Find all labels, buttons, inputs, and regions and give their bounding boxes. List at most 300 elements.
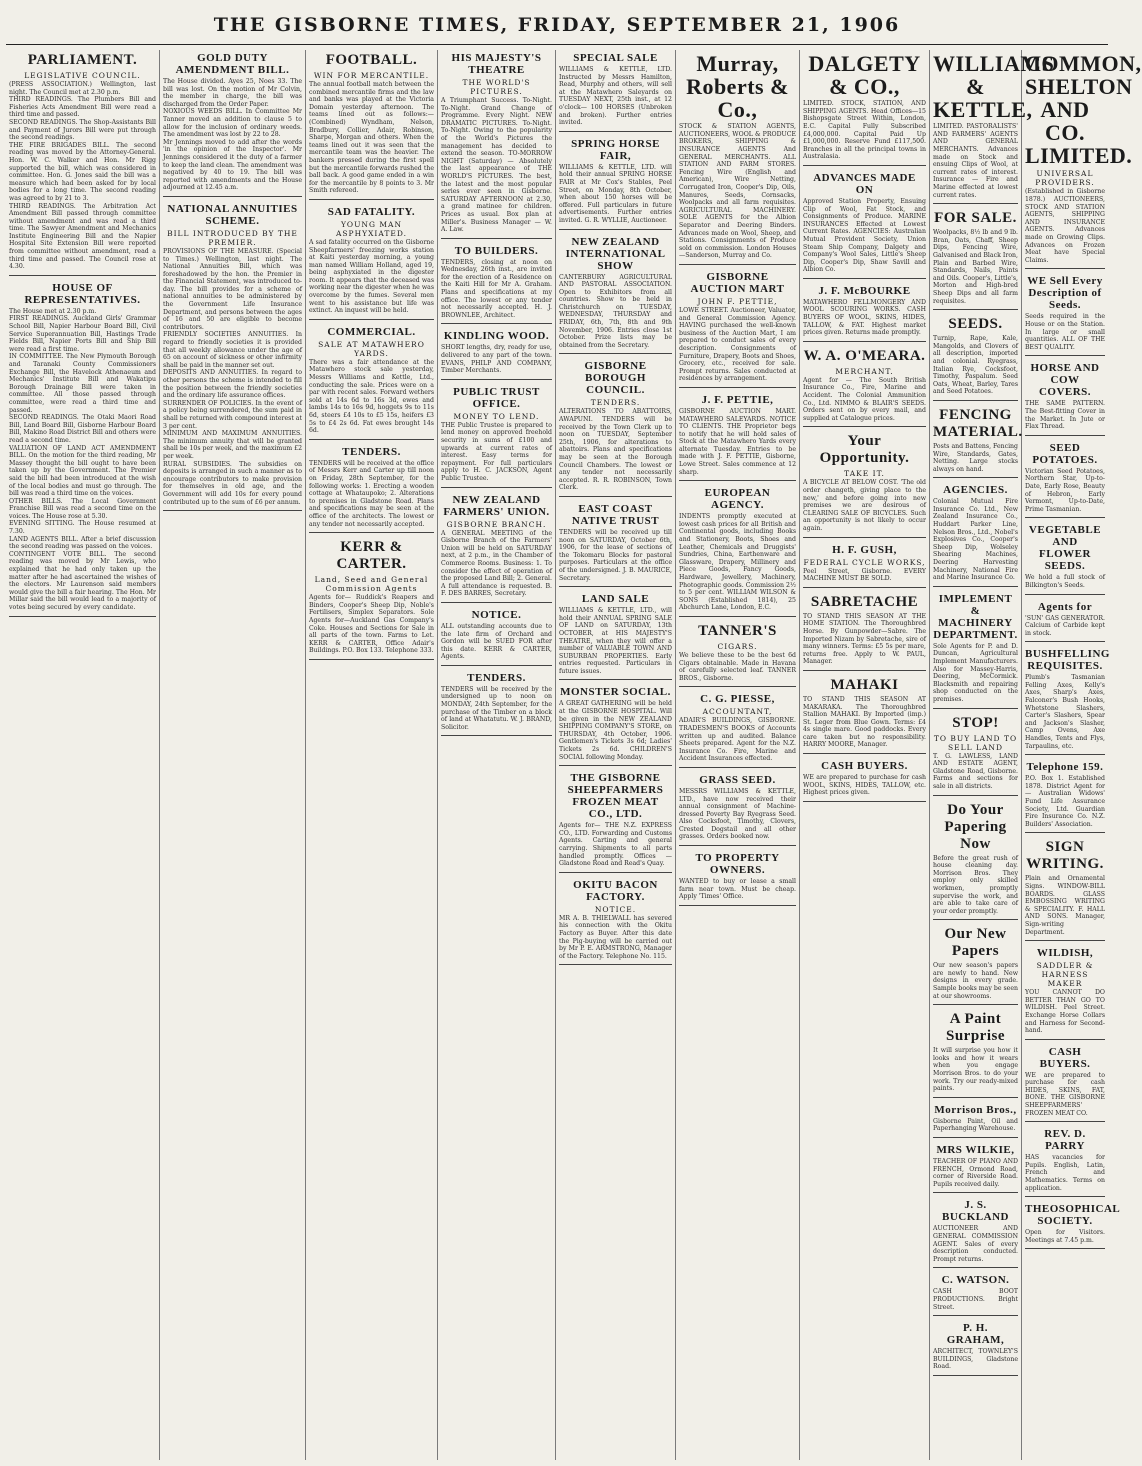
- article-heading: NEW ZEALAND FARMERS' UNION.: [443, 493, 550, 518]
- article: [803, 433, 926, 537]
- article-heading: BUSHFELLING REQUISITES.: [1025, 648, 1110, 673]
- article-heading: FENCING MATERIAL.: [933, 406, 1023, 440]
- article: [933, 316, 1018, 401]
- article-divider: [309, 439, 434, 440]
- column-1: [6, 50, 160, 1460]
- article-divider: [933, 477, 1018, 478]
- article: [9, 52, 156, 276]
- article-divider: [803, 801, 926, 802]
- article-body: PROVISIONS OF THE MEASURE. (Special to Times.) Wellington, last night. The National Annuities Bill, which was foreshadowed by the hon. the Premier in the Financial Statement, was introduced to-day. The bill provides for a scheme of national annuities to be administered by the Government Life Insurance Department, and persons between the ages of 16 and 50 are eligible to become contributors. FRIENDLY SOCIETIES ANNUITIES. In regard to friendly societies it is provided that all weekly allowance under the age of 65 on account of sickness or other infirmity shall be paid in the manner set out. DEPOSITS AND ANNUITIES. In regard to other persons the scheme is intended to fill the position between the friendly societies and the ordinary life assurance offices. SURRENDER OF POLICIES. In the event of a policy being surrendered, the sum paid in shall be returned with compound interest at 3 per cent. MINIMUM AND MAXIMUM ANNUITIES. The minimum annuity that will be granted shall be 10s per week, and the maximum £2 per week. RURAL SUBSIDIES. The subsidies on deposits is arranged in such a manner as to encourage contributors to make provision for themselves in old age, and the Government will add 10s for every pound contributed up to the sum of £6 per annum.: [163, 247, 302, 506]
- article-heading: EAST COAST NATIVE TRUST: [571, 502, 660, 527]
- article: [933, 484, 1018, 587]
- article-subheading: SADDLER & HARNESS MAKER: [1036, 961, 1094, 989]
- column-4: [438, 50, 556, 1460]
- article-body: A Triumphant Success. To-Night. To-Night. Grand Change of Programme. Every Night. NEW DRAMATIC PICTURES. To-Night. To-Night. Owing to the popularity of the World's Pictures the management has decided to extend the season. TO-MORROW NIGHT (Saturday) — Absolutely the last appearance of THE WORLD'S PICTURES. The best, the latest and the most popular series ever seen in Gisborne. SATURDAY AFTERNOON at 2.30, a grand matinee for children. Prices as usual. Box plan at Miller's. Business Manager — W. A. Law.: [441, 97, 554, 234]
- article: [441, 330, 552, 379]
- article-heading: SPRING HORSE FAIR,: [571, 137, 660, 162]
- article-subheading: TAKE IT.: [844, 469, 885, 479]
- article-heading: NEW ZEALAND INTERNATIONAL SHOW: [565, 235, 666, 272]
- article-subheading: TO BUY LAND TO SELL LAND: [933, 733, 1018, 752]
- article-divider: [803, 587, 926, 588]
- article-heading: GOLD DUTY AMENDMENT BILL.: [175, 52, 290, 76]
- article-heading: J. S. BUCKLAND: [942, 1199, 1009, 1224]
- masthead-rule: [6, 44, 1108, 45]
- article: [441, 52, 552, 239]
- article-divider: [559, 679, 672, 680]
- article-subheading: LEGISLATIVE COUNCIL.: [24, 71, 141, 80]
- article-divider: [933, 795, 1018, 796]
- article-body: It will surprise you how it looks and how it wears when you engage Morrison Bros. to do your work. Try our ready-mixed paints.: [933, 1047, 1020, 1093]
- article-heading: SEED POTATOES.: [1032, 441, 1098, 466]
- article-divider: [679, 767, 796, 768]
- article-divider: [933, 400, 1018, 401]
- article: [679, 852, 796, 906]
- article-body: Gisborne Paint, Oil and Paperhanging Warehouse.: [933, 1117, 1020, 1133]
- article-body: TENDERS will be received at the office of Messrs Kerr and Carter up till noon on Friday, 28th September, for the following works: 1. Erecting a wooden cottage at Whataupoko; 2. Alterations to premises in Gladstone Road. Plans and specifications may be seen at the office of the architects. The lowest or any tender not necessarily accepted.: [309, 459, 436, 528]
- article-divider: [933, 1004, 1018, 1005]
- article-heading: STOP!: [952, 714, 999, 731]
- article-heading: HIS MAJESTY'S THEATRE: [451, 52, 542, 76]
- article-divider: [933, 1315, 1018, 1316]
- article-subheading: SALE AT MATAWHERO YARDS.: [318, 339, 425, 358]
- article-heading: W. A. O'MEARA.: [803, 347, 926, 364]
- article: [803, 594, 926, 671]
- article-body: HAS vacancies for Pupils. English, Latin, French and Mathematics. Terms on application.: [1025, 1154, 1107, 1192]
- article-body: A sad fatality occurred on the Gisborne Sheepfarmers' freezing works station at Kaiti yesterday morning, a young man named William Holland, aged 19, being asphyxiated in the digester room. It appears that the deceased was working near the digester when he was overcome by the fumes. Several men went to his assistance but life was extinct. An inquest will be held.: [309, 238, 436, 315]
- column-5: [556, 50, 676, 1460]
- article-divider: [559, 496, 672, 497]
- article-divider: [1025, 1121, 1105, 1122]
- article-body: ARCHITECT, TOWNLEY'S BUILDINGS, Gladstone Road.: [933, 1348, 1020, 1371]
- article-heading: J. F. PETTIE,: [701, 393, 774, 406]
- column-3: [306, 50, 438, 1460]
- article-divider: [559, 964, 672, 965]
- article: [1025, 442, 1105, 519]
- article: [1025, 761, 1105, 833]
- article: [1025, 1046, 1105, 1123]
- article-body: The House met at 2.30 p.m. FIRST READINGS. Auckland Girls' Grammar School Bill, Napier Harbour Board Bill, Civil Service Superannuation Bill, Hastings Trade Fields Bill, Napier Ports Bill and Ship Bill were read a first time. IN COMMITTEE. The New Plymouth Borough and Taranaki County Commissioners Exchange Bill, the Havelock Athenaeum and Mechanics' Institute Bill and Wakatipu Borough Drainage Bill were taken in committee. All those passed through committee, were read a third time and passed. SECOND READINGS. The Otaki Maori Road Bill, Land Board Bill, Gisborne Harbour Board Bill, Makino Road District Bill and others were read a second time. VALUATION OF LAND ACT AMENDMENT BILL. On the motion for the third reading, Mr Massey thought the bill ought to have been taken up by the Government. The Premier said the bill had been introduced at the wish of the local bodies and must go through. The bill was read a third time on the voices. OTHER BILLS. The Local Government Franchise Bill was read a second time on the voices. The House rose at 5.30. EVENING SITTING. The House resumed at 7.30. LAND AGENTS BILL. After a brief discussion the second reading was passed on the voices. CONTINGENT VOTE BILL. The second reading was moved by Mr Lewis, who explained that he had only taken up the matter after he had ascertained the wishes of the electors. Mr Laurenson said members would give the bill a fair hearing. The Hon. Mr Millar said the bill would lead to a majority of votes being secured by every candidate.: [9, 307, 156, 611]
- article-body: LOWE STREET. Auctioneer, Valuator, and General Commission Agency. HAVING purchased the well-known business of the Auction Mart, I am prepared to conduct sales of every description. Consignments of Furniture, Drapery, Boots and Shoes, Grocery, etc., received for sale. Prompt returns. Sales conducted at residences by arrangement.: [679, 306, 798, 383]
- article-heading: SPECIAL SALE: [573, 52, 658, 64]
- article-divider: [441, 323, 552, 324]
- column-9: [1022, 50, 1142, 1460]
- article: [441, 386, 552, 488]
- article-divider: [309, 532, 434, 533]
- column-2: [160, 50, 306, 1460]
- article: [933, 802, 1018, 921]
- article-heading: THEOSOPHICAL SOCIETY.: [1025, 1203, 1121, 1228]
- article-heading: SEEDS.: [948, 316, 1003, 333]
- article-heading: PARLIAMENT.: [27, 52, 138, 68]
- article-divider: [803, 426, 926, 427]
- article-body: INDENTS promptly executed at lowest cash prices for all British and Continental goods, including Books and Stationery, Boots, Shoes and Leather, Chemicals and Druggists' Sundries, China, Earthenware and Glassware, Drapery, Millinery and Piece Goods, Fancy Goods, Hardware, Jewellery, Machinery, Photographic goods. Commission 2½ to 5 per cent. WILLIAM WILSON & SONS (Established 1814), 25 Abchurch Lane, London, E.C.: [679, 513, 798, 612]
- article-divider: [933, 919, 1018, 920]
- article-body: WILLIAMS & KETTLE, LTD. will hold their annual SPRING HORSE FAIR at Mr Cox's Stables, Peel Street, on Monday, 8th October, when about 150 horses will be offered. Full particulars in future advertisements. Further entries invited. G. R. WYLLIE, Auctioneer.: [559, 163, 674, 224]
- article-heading: SABRETACHE: [810, 593, 919, 610]
- article-divider: [933, 708, 1018, 709]
- article-subheading: MONEY TO LEND.: [453, 411, 540, 421]
- article: [559, 503, 672, 587]
- article-body: CANTERBURY AGRICULTURAL AND PASTORAL ASSOCIATION. Open to Exhibitors from all countries. Show to be held in Christchurch on TUESDAY, WEDNESDAY, THURSDAY and FRIDAY, 6th, 7th, 8th and 9th November, 1906. Entries close 1st October. Prize lists may be obtained from the Secretary.: [559, 273, 674, 349]
- article-heading: DALGETY & CO.,: [808, 51, 921, 100]
- article-heading: C. G. PIESSE,: [700, 693, 775, 706]
- article-body: Before the great rush of house cleaning day. Morrison Bros. They employ only skilled workmen, promptly supervise the work, and are able to take care of your order promptly.: [933, 854, 1020, 915]
- article: [309, 52, 434, 200]
- article-divider: [309, 319, 434, 320]
- article: [933, 926, 1018, 1005]
- article: [559, 879, 672, 966]
- article-divider: [933, 1375, 1018, 1376]
- article-divider: [559, 131, 672, 132]
- article: [933, 593, 1018, 709]
- article-heading: WE Sell Every Description of Seeds.: [1027, 275, 1103, 312]
- article-subheading: THE WORLD'S PICTURES.: [462, 78, 531, 96]
- article-heading: VEGETABLE AND FLOWER SEEDS.: [1028, 524, 1102, 573]
- article-body: A BICYCLE AT BELOW COST. 'The old order changeth, giving place to the new,' and before going into new premises we are desirous of CLEARING SALE OF BICYCLES. Such an opportunity is not likely to occur again.: [803, 479, 928, 532]
- article: [559, 52, 672, 132]
- article-subheading: JOHN F. PETTIE,: [697, 296, 778, 306]
- article-heading: MONSTER SOCIAL.: [560, 686, 671, 699]
- article-heading: COMMERCIAL.: [327, 325, 416, 338]
- article-divider: [559, 229, 672, 230]
- article: [679, 271, 796, 388]
- article-body: Sole Agents for P. and D. Duncan, Agricultural Implement Manufacturers. Also for Massey-Harris, Deering, McCormick. Blacksmith and repairing shop conducted on the premises.: [933, 642, 1020, 703]
- article-heading: AGENCIES.: [943, 484, 1008, 497]
- article-heading: TO BUILDERS.: [454, 244, 539, 257]
- article-body: Agents for— Ruddick's Reapers and Binders, Cooper's Sheep Dip, Noble's Fertilisers, Simplex Separators. Sole Agents for—Auckland Gas Company's Coke. Houses and Sections for Sale in all parts of the town. Farms to Let. KERR & CARTER, Office Adair's Buildings. P.O. Box 133. Telephone 333.: [309, 594, 436, 655]
- article-heading: CASH BUYERS.: [1039, 1045, 1091, 1070]
- article-body: Agent for — The South British Insurance Co., Fire, Marine and Accident. The Colonial Ammunition Co., Ltd. NIMMO & BLAIR'S SEEDS. Orders sent on by every mail, and supplied at Catalogue prices.: [803, 376, 928, 422]
- article-heading: FOR SALE.: [934, 210, 1017, 227]
- article-heading: OKITU BACON FACTORY.: [573, 878, 658, 903]
- article-heading: TENDERS.: [342, 445, 401, 458]
- article: [1025, 362, 1105, 435]
- article-divider: [933, 1192, 1018, 1193]
- article: [1025, 1203, 1121, 1249]
- article-divider: [163, 196, 302, 197]
- article-divider: [933, 1137, 1018, 1138]
- article-body: GISBORNE AUCTION MART. MATAWHERO SALEYARDS. NOTICE TO CLIENTS. THE Proprietor begs to notify that he will hold sales of Stock at the Matawhero Yards every alternate Tuesday. Entries to be made with J. F. PETTIE, Gisborne, Lowe Street. Sales commence at 12 sharp.: [679, 407, 798, 476]
- article-heading: REV. D. PARRY: [1044, 1128, 1086, 1153]
- article-divider: [559, 872, 672, 873]
- article-divider: [1025, 594, 1105, 595]
- article-divider: [1025, 754, 1105, 755]
- article-divider: [803, 341, 926, 342]
- article-subheading: BILL INTRODUCED BY THE PREMIER.: [167, 228, 298, 247]
- article-divider: [9, 275, 156, 276]
- article: [803, 172, 926, 279]
- article: [309, 326, 434, 440]
- article-body: TO STAND THIS SEASON AT THE HOME STATION. The Thoroughbred Horse. By Gunpowder—Sabre. The Imported Nizam by Sabretache, sire of many winners. Terms: £5 5s per mare, returns free. Apply to W. PAUL, Manager.: [803, 612, 928, 666]
- article: [933, 1011, 1018, 1098]
- article-subheading: FEDERAL CYCLE WORKS,: [803, 557, 926, 567]
- article-divider: [1025, 1196, 1105, 1197]
- article-body: Plain and Ornamental Signs. WINDOW-BILL BOARDS. GLASS EMBOSSING WRITING & SPECIALITY. F. HALL AND SONS. Manager, Sign-writing Department.: [1025, 875, 1107, 936]
- article-heading: WILLIAMS & KETTLE,: [933, 51, 1055, 123]
- article-body: WE are prepared to purchase for cash HIDES, SKINS, FAT, BONE. THE GISBORNE SHEEPFARMERS' FROZEN MEAT CO.: [1025, 1071, 1107, 1117]
- article-body: Plumb's Tasmanian Felling Axes, Kelly's Axes, Sharp's Axes, Falconer's Bush Hooks, Whetstone Slashers, Carter's Slashers, Spear and Jackson's Slasher, Camp Ovens, Axe Handles, Tents and Flys, Tarpaulins, etc.: [1025, 674, 1107, 750]
- article: [933, 210, 1018, 310]
- article-divider: [559, 353, 672, 354]
- article-heading: GISBORNE BOROUGH COUNCIL.: [584, 360, 647, 397]
- article-body: Our new season's papers are newly to hand. New designs in every grade. Sample books may be seen at our showrooms.: [933, 962, 1020, 1000]
- article-body: (Established in Gisborne 1878.) AUCTIONEERS, STOCK AND STATION AGENTS, SHIPPING AND INSURANCE AGENTS. Advances made on Growing Clips. Advances on Frozen Meat have Special Claims.: [1025, 188, 1107, 264]
- article-heading: WILDISH,: [1036, 947, 1094, 960]
- article-heading: NATIONAL ANNUITIES SCHEME.: [167, 202, 298, 227]
- article-subheading: UNIVERSAL PROVIDERS.: [1035, 169, 1095, 188]
- article-body: TO STAND THIS SEASON AT MAKARAKA. The Thoroughbred Stallion MAHAKI. By Imported (imp.) St. Leger from Blue Gown. Terms: £4 4s single mare. Good paddocks. Every care taken but no responsibility. HARRY MOORE, Manager.: [803, 695, 928, 749]
- article: [679, 693, 796, 768]
- article: [933, 1104, 1018, 1138]
- article: [1025, 524, 1105, 594]
- article-heading: KERR & CARTER.: [336, 539, 407, 573]
- article-divider: [441, 735, 552, 736]
- article-body: TENDERS will be received by the undersigned up to noon on MONDAY, 24th September, for the purchase of the Timber on a block of land at Whatatutu. W. J. BRAND, Solicitor.: [441, 685, 554, 731]
- article: [309, 206, 434, 320]
- article: [559, 138, 672, 230]
- article-heading: SIGN WRITING.: [1026, 839, 1104, 873]
- article-body: MR A. B. THIELWALL has severed his connection with the Okitu Factory as Buyer. After this date the Pig-buying will be carried out by Mr P. E. ARMSTRONG, Manager of the Factory. Telephone No. 115.: [559, 914, 674, 960]
- article: [803, 544, 926, 588]
- article-body: A GREAT GATHERING will be held at the GISBORNE HOSPITAL. Will be given in the NEW ZEALAND SHIPPING COMPANY'S STORE, on THURSDAY, 4th October, 1906. Gentlemen's Tickets 3s 6d; Ladies' Tickets 2s 6d. CHILDREN'S SOCIAL following Monday.: [559, 700, 674, 761]
- article-divider: [803, 537, 926, 538]
- article-divider: [559, 765, 672, 766]
- article-divider: [679, 845, 796, 846]
- article-body: AUCTIONEER AND GENERAL COMMISSION AGENT. Sales of every description conducted. Prompt returns.: [933, 1225, 1020, 1263]
- article-divider: [441, 602, 552, 603]
- article-body: SHORT lengths, dry, ready for use, delivered to any part of the town. EVANS, PHILP AND COMPANY, Timber Merchants.: [441, 344, 554, 375]
- article-divider: [1025, 641, 1105, 642]
- article: [933, 1144, 1018, 1193]
- article-body: LIMITED. PASTORALISTS' AND FARMERS' AGENTS AND GENERAL MERCHANTS. Advances made on Stock and ensuing Clips of Wool, at current rates of interest. Insurance — Fire and Marine effected at lowest current rates.: [933, 123, 1020, 199]
- article-body: THE SAME PATTERN. The Best-fitting Cover in the Market. In Jute or Flax Thread.: [1025, 400, 1107, 431]
- article-body: THE Public Trustee is prepared to lend money on approved freehold security in sums of £100 and upwards at current rates of interest. Easy terms for repayment. For full particulars apply to H. C. JACKSON, Agent Public Trustee.: [441, 421, 554, 482]
- article-divider: [309, 199, 434, 200]
- article-heading: J. F. McBOURKE: [818, 284, 911, 297]
- article-heading: NOTICE.: [471, 608, 522, 621]
- article: [1025, 839, 1105, 941]
- article-heading: TANNER'S: [698, 622, 777, 639]
- article: [933, 715, 1018, 796]
- article-body: T. G. LAWLESS, LAND AND ESTATE AGENT, Gladstone Road, Gisborne. Farms and sections for sale in all districts.: [933, 752, 1020, 790]
- article-heading: MRS WILKIE,: [936, 1144, 1015, 1156]
- article: [559, 772, 672, 873]
- article-body: Open for Visitors. Meetings at 7.45 p.m.: [1025, 1229, 1107, 1244]
- article: [163, 203, 302, 511]
- article-body: WANTED to buy or lease a small farm near town. Must be cheap. Apply 'Times' Office.: [679, 878, 798, 901]
- article-body: TENDERS will be received up till noon on SATURDAY, October 6th, 1906, for the lease of sections of the Tokomaru Blocks for pastoral purposes. Particulars at the office of the undersigned. J. B. MAURICE, Secretary.: [559, 528, 674, 582]
- article-heading: Morrison Bros.,: [934, 1103, 1017, 1116]
- article-heading: IMPLEMENT & MACHINERY DEPARTMENT.: [933, 592, 1018, 641]
- article-body: Turnip, Rape, Kale, Mangolds, and Clovers of all description, imported and colonial. Ryegrass, Italian Rye, Cocksfoot, Timothy, Paspalum. Seed Oats, Wheat, Barley, Tares and Seed Potatoes.: [933, 335, 1020, 396]
- article-body: WILLIAMS & KETTLE, LTD. Instructed by Messrs Hamilton, Read, Murphy and others, will sell at the Matawhero Saleyards on TUESDAY NEXT, 25th inst., at 12 o'clock— 100 HORSES (Unbroken and broken). Further entries invited.: [559, 66, 674, 127]
- article-divider: [679, 387, 796, 388]
- article: [933, 1322, 1018, 1376]
- article-body: We hold a full stock of Bilkington's Seeds.: [1025, 574, 1107, 589]
- article-subheading: ACCOUNTANT,: [702, 707, 773, 717]
- article-divider: [309, 659, 434, 660]
- article-divider: [1025, 1039, 1105, 1040]
- article-body: ALTERATIONS TO ABATTOIRS, AWAPUNI. TENDERS will be received by the Town Clerk up to noon on TUESDAY, September 25th, 1906, for alterations to abattoirs. Plans and specifications may be seen at the Borough Council Chambers. The lowest or any tender not necessarily accepted. R. R. ROBINSON, Town Clerk.: [559, 408, 674, 492]
- article-heading: Telephone 159.: [1026, 761, 1104, 774]
- article: [309, 539, 434, 660]
- article-divider: [803, 278, 926, 279]
- article-divider: [803, 165, 926, 166]
- article-body: STOCK & STATION AGENTS, AUCTIONEERS, WOOL & PRODUCE BROKERS, SHIPPING & INSURANCE AGENTS And GENERAL MERCHANTS. ALL STATION AND FARM STORES. Fencing Wire (English and American), Wire Netting, Corrugated Iron, Cooper's Dip, Oils, Manures, Seeds, Cornsacks, Woolpacks and all farm requisites. AGRICULTURAL MACHINERY. SOLE AGENTS for the Albion Separator and Deering Binders. Advances made on Wool, Sheep, and Stations. Consignments of Produce sold on commission. London Houses—Sanderson, Murray and Co.: [679, 123, 798, 260]
- article-subheading: MERCHANT.: [835, 366, 894, 376]
- article-divider: [679, 616, 796, 617]
- article-heading: GRASS SEED.: [699, 773, 776, 786]
- article-body: (PRESS ASSOCIATION.) Wellington, last night. The Council met at 2.30 p.m. THIRD READINGS. The Plumbers Bill and Fisheries Acts Amendment Bill were read a third time and passed. SECOND READINGS. The Shop-Assistants Bill and Payment of Jurors Bill were put through the second readings. THE FIRE BRIGADES BILL. The second reading was moved by the Attorney-General. Hon. W. C. Walker and Hon. Mr Rigg supported the bill, which was considered in committee. Hon. G. Jones said the bill was a measure which had been asked for by local bodies for a long time. The second reading was agreed to by 21 to 3. THIRD READINGS. The Arbitration Act Amendment Bill passed through committee without amendment and was read a third time. The Sawyer Amendment and Mechanics Institute Engineering Bill and the Napier Hospital Site Extension Bill were reported from committee without amendment, read a third time and passed. The Council rose at 4.30.: [9, 81, 156, 271]
- article-body: Seeds required in the House or on the Station. In large or small quantities. ALL OF THE BEST QUALITY.: [1025, 313, 1107, 351]
- article: [679, 394, 796, 481]
- article-body: YOU CANNOT DO BETTER THAN GO TO WILDISH. Peel Street. Exchange Horse Collars and Harness for Second-hand.: [1025, 989, 1107, 1035]
- article-body: We believe these to be the best 6d Cigars obtainable. Made in Havana of carefully selected leaf. TANNER BROS., Gisborne.: [679, 651, 798, 682]
- article-body: MESSRS WILLIAMS & KETTLE, LTD., have now received their annual consignment of Machine-dressed Poverty Bay Ryegrass Seed. Also Cocksfoot, Timothy, Clovers, Crested Dogstail and all other grasses. Orders booked now.: [679, 787, 798, 841]
- article-body: Posts and Battens, Fencing Wire, Standards, Gates, Netting. Large stocks always on hand.: [933, 442, 1020, 473]
- article: [441, 245, 552, 325]
- article-divider: [1025, 355, 1105, 356]
- article-heading: HOUSE OF REPRESENTATIVES.: [24, 281, 141, 306]
- article-divider: [679, 686, 796, 687]
- article-heading: COMMON, SHELTON AND CO. LIMITED.: [1025, 51, 1142, 169]
- article: [1025, 1128, 1105, 1197]
- article: [1025, 601, 1105, 643]
- article-subheading: YOUNG MAN ASPHYXIATED.: [335, 219, 407, 238]
- article-body: TENDERS, closing at noon on Wednesday, 26th inst., are invited for the erection of a Residence on the Kaiti Hill for Mr A. Graham. Plans and specifications at my office. The lowest or any tender not necessarily accepted. H. J. BROWNLEE, Architect.: [441, 258, 554, 319]
- article: [679, 774, 796, 846]
- article-body: The House divided. Ayes 25, Noes 33. The bill was lost. On the motion of Mr Colvin, the member in charge, the bill was discharged from the Order Paper. NOXIOUS WEEDS BILL. In Committee Mr Tanner moved an addition to clause 5 to allow for the inclusion of ordinary weeds. The amendment was lost by 22 to 28. Mr Jennings moved to add after the words 'in the opinion of the Inspector'. Mr Jennings considered it the duty of a farmer to keep the land clean. The amendment was negatived by 40 to 19. The bill was reported with amendments and the House adjourned at 12.45 a.m.: [163, 78, 302, 192]
- article-body: ADAIR'S BUILDINGS, GISBORNE. TRADESMEN'S BOOKS of Accounts written up and audited. Balance Sheets prepared. Agent for the N.Z. Insurance Co. Fire, Marine and Accident Insurances effected.: [679, 717, 798, 763]
- article-subheading: Land, Seed and General Commission Agents: [314, 575, 429, 594]
- article-divider: [933, 1097, 1018, 1098]
- article: [559, 593, 672, 680]
- article-divider: [441, 238, 552, 239]
- article-divider: [441, 487, 552, 488]
- article-body: MATAWHERO FELLMONGERY AND WOOL SCOURING WORKS. CASH BUYERS OF WOOL, SKINS, HIDES, TALLOW, & FAT. Highest market prices given. Returns made promptly.: [803, 298, 928, 337]
- article-divider: [1025, 1248, 1105, 1249]
- article-body: WILLIAMS & KETTLE, LTD., will hold their ANNUAL SPRING SALE OF LAND on SATURDAY, 13th OCTOBER, at HIS MAJESTY'S THEATRE, when they will offer a number of VALUABLE TOWN AND SUBURBAN PROPERTIES. Early entries requested. Particulars in future issues.: [559, 607, 674, 675]
- article-body: WE are prepared to purchase for cash WOOL, SKINS, HIDES, TALLOW, etc. Highest prices given.: [803, 774, 928, 797]
- article-heading: Do Your Papering Now: [944, 801, 1007, 852]
- article: [441, 494, 552, 603]
- article-divider: [1025, 435, 1105, 436]
- article-body: Approved Station Property, Ensuing Clip of Wool, Fat Stock, and Consignments of Produce. MARINE INSURANCES Effected at Lowest Current Rates. AGENCIES: Australian Mutual Provident Society, Union Steam Ship Company, Dalgety and Company's Wool Sales, Little's Sheep Dip, Cooper's Dip, Shaw Savill and Albion Co.: [803, 197, 928, 274]
- article-body: CASH BOOT PRODUCTIONS. Bright Street.: [933, 1288, 1020, 1311]
- article: [803, 760, 926, 802]
- article-heading: ADVANCES MADE ON: [813, 171, 916, 196]
- article-heading: TO PROPERTY OWNERS.: [695, 852, 780, 877]
- article-divider: [803, 753, 926, 754]
- article: [309, 446, 434, 533]
- article-divider: [933, 203, 1018, 204]
- column-7: [800, 50, 930, 1460]
- article-body: Peel Street, Gisborne. EVERY MACHINE MUST BE SOLD.: [803, 567, 928, 583]
- article: [803, 348, 926, 428]
- article-heading: KINDLING WOOD.: [443, 330, 550, 343]
- article: [163, 52, 302, 197]
- article: [679, 487, 796, 617]
- article-divider: [679, 264, 796, 265]
- article: [559, 686, 672, 766]
- article-divider: [441, 665, 552, 666]
- article-heading: EUROPEAN AGENCY.: [704, 487, 771, 512]
- article-divider: [933, 1267, 1018, 1268]
- article-heading: HORSE AND COW COVERS.: [1030, 362, 1100, 399]
- article-divider: [803, 670, 926, 671]
- article: [1025, 275, 1105, 356]
- article-body: Victorian Seed Potatoes, Northern Star, Up-to-Date, Early Rose, Beauty of Hebron, Early Vermont, Up-to-Date, Prime Tasmanian.: [1025, 467, 1107, 513]
- article-divider: [441, 379, 552, 380]
- article-divider: [1025, 832, 1105, 833]
- article-divider: [163, 510, 302, 511]
- article-heading: Murray, Roberts & Co.,: [686, 51, 789, 123]
- article: [9, 282, 156, 617]
- article: [803, 285, 926, 342]
- article: [1025, 947, 1105, 1040]
- article: [933, 51, 1055, 204]
- article-body: A GENERAL MEETING of the Gisborne Branch of the Farmers' Union will be held on SATURDAY next, at 2 p.m., in the Chamber of Commerce Rooms. Business: 1. To consider the effect of operation of the proposed Land Bill; 2. General. A full attendance is requested. B. F. DES BARRES, Secretary.: [441, 529, 554, 598]
- masthead: THE GISBORNE TIMES, FRIDAY, SEPTEMBER 21, 1906: [213, 14, 901, 36]
- article-heading: LAND SALE: [581, 593, 650, 606]
- article-heading: H. F. GUSH,: [832, 543, 897, 556]
- article: [441, 672, 552, 737]
- article-body: Colonial Mutual Fire Insurance Co. Ltd., New Zealand Insurance Co., Huddart Parker Line, Nelson Bros., Ltd., Nobel's Explosives Co., Cooper's Sheep Dip, Wolseley Shearing Machines, Deering Harvesting Machinery, National Fire and Marine Insurance Co.: [933, 498, 1020, 582]
- article-divider: [933, 586, 1018, 587]
- article-heading: P. H. GRAHAM,: [946, 1322, 1005, 1347]
- article-subheading: GISBORNE BRANCH.: [446, 519, 547, 529]
- column-8: [930, 50, 1055, 1460]
- article: [803, 52, 926, 166]
- article-heading: Your Opportunity.: [819, 433, 910, 467]
- article-divider: [1025, 268, 1105, 269]
- columns-container: [6, 50, 1142, 1460]
- article-heading: CASH BUYERS.: [821, 760, 908, 773]
- article-heading: C. WATSON.: [941, 1274, 1010, 1287]
- article: [679, 623, 796, 687]
- article-divider: [679, 905, 796, 906]
- article-divider: [559, 586, 672, 587]
- article-body: TEACHER OF PIANO AND FRENCH, Ormond Road, corner of Riverside Road. Pupils received daily.: [933, 1158, 1020, 1188]
- article-subheading: WIN FOR MERCANTILE.: [313, 71, 430, 80]
- article-heading: A Paint Surprise: [945, 1011, 1005, 1045]
- article-subheading: CIGARS.: [717, 641, 758, 651]
- article: [679, 52, 796, 265]
- article: [933, 1199, 1018, 1268]
- article-subheading: TENDERS.: [590, 398, 641, 408]
- article-heading: Agents for: [1037, 600, 1093, 613]
- article-body: The annual football match between the combined mercantile firms and the law and banks was played at the Victoria Domain yesterday afternoon. The teams lined out as follows:—(Combined) Wyndham, Nelson, Bradbury, Collier, Adair, Robinson, Sharpe, Morgan and others. When the teams lined out it was seen that the mercantile team was the heavier. The bankers pressed during the first spell but the mercantile forwards rushed the ball back. A good game ended in a win for the mercantile by 8 points to 3. Mr Smith refereed.: [309, 81, 436, 195]
- article-divider: [1025, 940, 1105, 941]
- article-heading: PUBLIC TRUST OFFICE.: [453, 385, 540, 410]
- article-heading: TENDERS.: [467, 671, 526, 684]
- article-body: P.O. Box 1. Established 1878. District Agent for — Australian Widows' Fund Life Assurance Society, Ltd. Guardian Fire Insurance Co. N.Z. Builders' Association.: [1025, 775, 1107, 828]
- article-divider: [1025, 517, 1105, 518]
- article-divider: [933, 309, 1018, 310]
- article: [1025, 648, 1110, 755]
- article: [441, 609, 552, 666]
- column-6: [676, 50, 800, 1460]
- article-heading: Our New Papers: [944, 926, 1007, 960]
- article-body: Woolpacks, 8½ lb and 9 lb. Bran, Oats, Chaff, Sheep Dips, Fencing Wire, Galvanised and Black Iron, Plain and Barbed Wire, Standards, Nails, Paints and Oils. Cooper's, Little's, Morton and High-bred Sheep Dips and all farm requisites.: [933, 229, 1020, 305]
- article-body: There was a fair attendance at the Matawhero stock sale yesterday, Messrs Williams and Kettle, Ltd., conducting the sale. Prices were on a par with recent sales. Forward wethers sold at 14s 6d to 16s 3d, ewes and lambs 14s to 16s 9d, hoggets 9s to 11s 6d, steers £4 10s to £5 15s, heifers £3 5s to £4 2s 6d. Fat ewes brought 14s 6d.: [309, 358, 436, 435]
- article-subheading: NOTICE.: [594, 904, 637, 914]
- article: [1025, 51, 1142, 269]
- article-heading: FOOTBALL.: [325, 52, 418, 68]
- article-heading: MAHAKI: [830, 676, 899, 693]
- article: [559, 236, 672, 355]
- article: [933, 406, 1023, 478]
